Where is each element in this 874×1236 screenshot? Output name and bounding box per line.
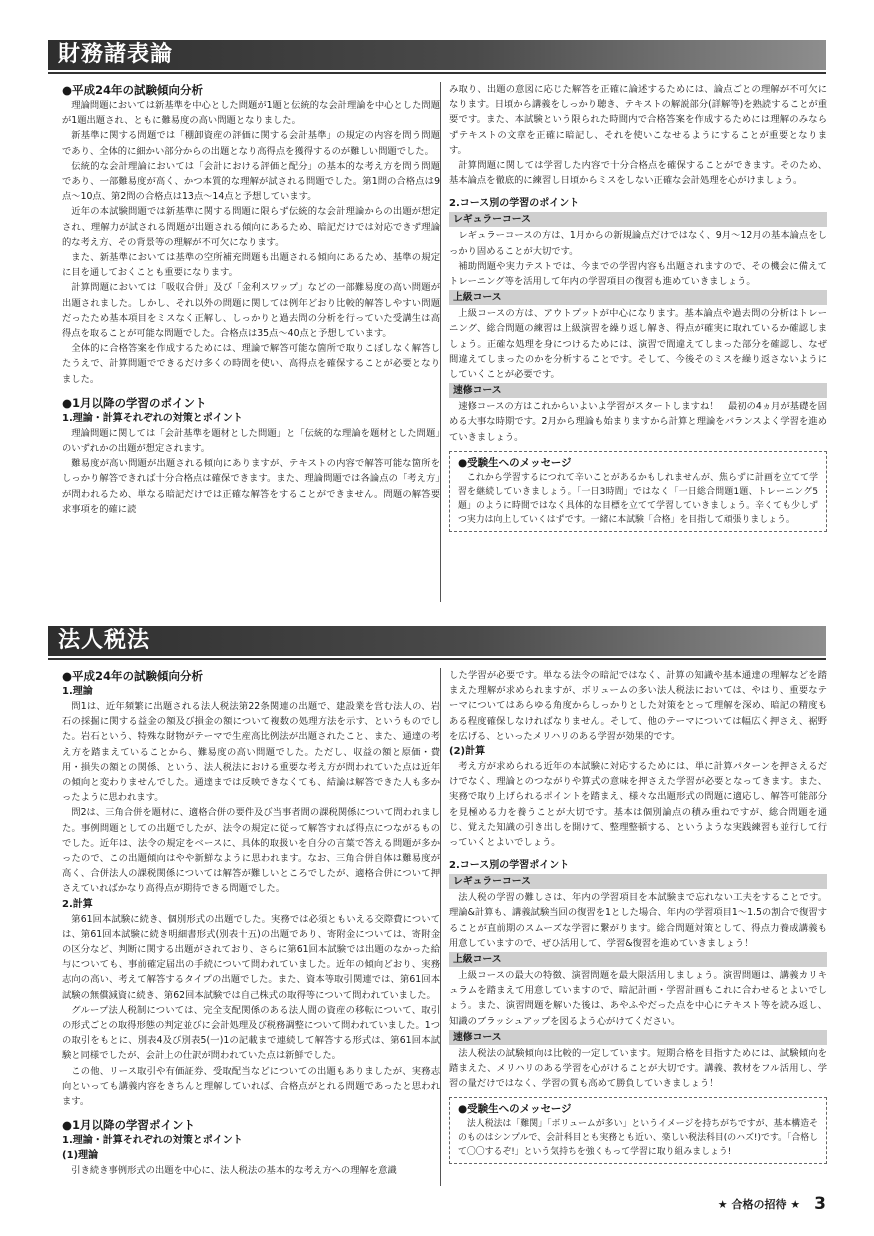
hojin-message-heading: ●受験生へのメッセージ [458,1103,572,1116]
zaimu-rapid-course-label: 速修コース [449,383,827,398]
hojin-theory-paragraph: 問1は、近年頻繁に出題される法人税法第22条関連の出題で、建設業を営む法人の、岩石の採掘に関する益金の額及び損金の額について複数の処理方法を示す、というものでした。岩石という、特殊な財物がテーマで生産高比例法が出題されたこと、また、通達の考え方を踏まえていることから、難易度の高い問題でした。ただし、収益の額と原価・費用・損失の額との関係、という、法人税法における重要な考え方が問われていた点は近年の傾向と変わりませんでした。通達までは反映できなくても、結論は解答できた人も多かったように思われます。 [62,701,440,804]
section-title-zaimu: 財務諸表論 [48,40,826,70]
zaimu-trend-paragraph: 伝統的な会計理論においては「会計における評価と配分」の基本的な考え方を問う問題であり、一部難易度が高く、かつ本質的な理解が試される問題でした。第1問の合格点は9点～10点、第2問の合格点は13点～14点と予想しています。 [62,160,440,203]
zaimu-trend-paragraph: また、新基準においては基準の空所補充問題も出題される傾向にあるため、基準の規定に目を通しておくことも重要になります。 [62,252,440,279]
zaimu-regular-paragraph: 補助問題や実力テストでは、今までの学習内容も出題されますので、その機会に備えてトレーニング等を活用して年内の学習項目の復習も進めていきましょう。 [449,260,827,288]
hojin-point-theory-text: 引き続き事例形式の出題を中心に、法人税法の基本的な考え方への理解を意識 [71,1165,397,1177]
zaimu-right-column [449,82,827,602]
zaimu-trend-heading: ●平成24年の試験傾向分析 [62,83,204,97]
hojin-advanced-course-label: 上級コース [449,952,827,967]
hojin-point-calc-label: (2)計算 [449,746,486,758]
hojin-point-theory-label: (1)理論 [62,1150,99,1162]
hojin-theory-paragraph: 問2は、三角合併を題材に、適格合併の要件及び当事者間の課税関係について問われました。事例問題としての出題でしたが、法令の規定に従って解答すれば得点につながるものでした。近年は、法令の規定をベースに、具体的取扱いを自分の言葉で答える問題が多かったので、この出題傾向はやや新鮮なように思われます。なお、三角合併自体は難易度が高く、合併法人の課税関係については解答が難しいところでしたが、適格合併について押さえていればかなり高得点が期待できる問題でした。 [62,807,440,895]
hojin-left-column [62,668,440,1186]
zaimu-message-heading: ●受験生へのメッセージ [458,456,572,469]
zaimu-right-paragraph: 計算問題に関しては学習した内容で十分合格点を確保することができます。そのため、基本論点を徹底的に練習し日頃からミスをしない正確な会計処理を心がけましょう。 [449,160,827,187]
zaimu-point-paragraph: 難易度が高い問題が出題される傾向にありますが、テキストの内容で解答可能な箇所をしっかり解答できれば十分合格点は確保できます。また、理論問題では各論点の「考え方」が問われるため、単なる暗記だけでは正確な解答をすることができません。問題の解答要求事項を的確に読 [62,458,440,515]
hojin-calc-paragraph: この他、リース取引や有価証券、受取配当などについての出題もありましたが、実務志向といっても講義内容をきちんと理解していれば、合格点がとれる問題であったと思われます。 [62,1065,440,1108]
zaimu-left-column [62,82,440,602]
hojin-course-heading: 2.コース別の学習ポイント [449,860,570,872]
footer-brand: ★ 合格の招待 ★ [717,1198,801,1211]
hojin-point-heading: ●1月以降の学習ポイント [62,1118,196,1133]
zaimu-message-text: これから学習するにつれて辛いことがあるかもしれませんが、焦らずに計画を立てて学習を継続していきましょう。「一日3時間」ではなく「一日総合問題1題、トレーニング5題」のように時間ではなく具体的な目標を立てて学習していきましょう。辛くても少しずつ実力は向上していくはずです。一緒に本試験「合格」を目指して頑張りましょう。 [458,472,818,525]
hojin-right-column [449,668,827,1186]
hojin-calc-paragraph: 第61回本試験に続き、個別形式の出題でした。実務では必須ともいえる交際費については、第61回本試験に続き明細書形式(別表十五)の出題であり、寄附金については、寄附金の区分など、判断に関する出題がされており、さらに第61回本試験では出題のなかった給与についても、事前確定届出の手続について問われていました。近年の傾向どおり、実務志向の高い、考えて解答するタイプの出題でした。また、資本等取引関連では、第61回本試験の無償減資に続き、第62回本試験では自己株式の取得等について問われていました。 [62,913,440,1001]
zaimu-right-paragraph: み取り、出題の意図に応じた解答を正確に論述するためには、論点ごとの理解が不可欠になります。日頃から講義をしっかり聴き、テキストの解説部分(詳解等)を熟読することが重要です。また、本試験という限られた時間内で合格答案を作成するためには理解のみならずテキストの文章を正確に暗記し、それを使いこなせるようにすることが重要となります。 [449,84,827,156]
hojin-message-text: 法人税法は「難関」「ボリュームが多い」というイメージを持ちがちですが、基本構造そのものはシンプルで、会計科目とも実務とも近い、楽しい税法科目(のハズ!)です。「合格して〇〇するぞ!」という気持ちを強くもって学習に取り組みましょう! [458,1119,818,1158]
zaimu-point-paragraph: 理論問題に関しては「会計基準を題材とした問題」と「伝統的な理論を題材とした問題」のいずれかの出題が想定されます。 [62,427,440,455]
zaimu-trend-paragraph: 計算問題においては「吸収合併」及び「金利スワップ」などの一部難易度の高い問題が出題されました。しかし、それ以外の問題に関しては例年どおり比較的解答しやすい問題だったため基本項目をミスなく正解し、しっかりと過去問の分析を行っていた受講生は高得点を取ることが可能な問題でした。合格点は35点～40点と予想しています。 [62,282,440,340]
zaimu-trend-paragraph: 新基準に関する問題では「棚卸資産の評価に関する会計基準」の規定の内容を問う問題であり、全体的に細かい部分からの出題となり高得点を獲得するのが難しい問題でした。 [62,130,440,157]
zaimu-trend-paragraph: 理論問題においては新基準を中心とした問題が1題と伝統的な会計理論を中心とした問題が1題出題され、ともに難易度の高い問題となりました。 [62,100,440,127]
zaimu-course-heading: 2.コース別の学習のポイント [449,198,580,210]
page-footer [718,1194,826,1214]
hojin-rapid-course-label: 速修コース [449,1030,827,1045]
zaimu-trend-paragraph: 全体的に合格答案を作成するためには、理論で解答可能な箇所で取りこぼしなく解答したうえで、計算問題でできるだけ多くの時間を使い、高得点を確保することが必要となりました。 [62,343,440,385]
zaimu-advanced-course-label: 上級コース [449,290,827,305]
hojin-point-subheading: 1.理論・計算それぞれの対策とポイント [62,1135,243,1147]
hojin-right-paragraph: した学習が必要です。単なる法令の暗記ではなく、計算の知識や基本通達の理解などを踏まえた理解が求められますが、ボリュームの多い法人税法においては、やはり、重要なテーマについてはあらゆる角度からしっかりとした対策をとって理解を深め、暗記の精度もある程度確保しなければなりません。そして、他のテーマについては幅広く押さえ、裾野を広げる、といったメリハリのある学習が効果的です。 [449,670,827,742]
zaimu-point-subheading: 1.理論・計算それぞれの対策とポイント [62,412,243,424]
zaimu-point-heading: ●1月以降の学習のポイント [62,395,207,410]
hojin-trend-heading: ●平成24年の試験傾向分析 [62,669,204,683]
column-divider [440,668,441,1186]
hojin-calc-paragraph: グループ法人税制については、完全支配関係のある法人間の資産の移転について、取引の形式ごとの取得形態の判定並びに会計処理及び税務調整について問われていました。1つの取引をもとに、別表4及び別表5(一)1の記載まで連続して解答する形式は、第61回本試験と同様でしたが、会計上の仕訳が問われていた点は新鮮でした。 [62,1004,440,1062]
section-title-hojin: 法人税法 [48,626,826,656]
zaimu-message-box [449,451,827,532]
hojin-regular-text: 法人税の学習の難しさは、年内の学習項目を本試験まで忘れない工夫をすることです。理論&計算も、講義試験当回の復習を1とした場合、年内の学習項目1～1.5の割合で復習することが直前期のスムーズな学習に繋がります。総合問題対策として、得点力養成講義も用意していますので、ぜひ活用して、学習&復習を進めていきましょう！ [449,892,827,949]
hojin-theory-subheading: 1.理論 [62,686,93,697]
hojin-regular-course-label: レギュラーコース [449,874,827,889]
hojin-point-calc-text: 考え方が求められる近年の本試験に対応するためには、単に計算パターンを押さえるだけでなく、理論とのつながりや算式の意味を押さえた学習が必要となってきます。また、実務で取り上げられるポイントを踏まえ、様々な出題形式の問題に適応し、解答可能部分を見極める力を養うことが大切です。基本は個別論点の積み重ねですが、総合問題を通じ、覚えた知識の引き出しを開けて、整理整頓する、というような実践練習も並行して行っていくとよいでしょう。 [449,761,827,849]
column-divider [440,82,441,602]
zaimu-advanced-paragraph: 上級コースの方は、アウトプットが中心になります。基本論点や過去問の分析はトレーニング、総合問題の練習は上級演習を繰り返し解き、得点が確実に取れているか確認しましょう。正確な処理を身につけるためには、演習で間違えてしまった部分を確認し、なぜ間違えてしまったのかを分析することです。そして、今後そのミスを繰り返さないようにしていくことが必要です。 [449,308,827,381]
hojin-rapid-text: 法人税法の試験傾向は比較的一定しています。短期合格を目指すためには、試験傾向を踏まえた、メリハリのある学習を心がけることが大切です。講義、教材をフル活用し、学習の量だけではなく、学習の質も高めて勝負していきましょう！ [449,1047,827,1090]
hojin-message-box [449,1097,827,1164]
zaimu-rapid-paragraph: 速修コースの方はこれからいよいよ学習がスタートしますね！ 最初の4ヵ月が基礎を固める大事な時期です。2月から理論も始まりますから計算と理論をバランスよく学習を進めていきましょう。 [449,401,827,443]
zaimu-regular-course-label: レギュラーコース [449,212,827,227]
page-number: 3 [814,1194,826,1214]
hojin-advanced-text: 上級コースの最大の特徴、演習問題を最大限活用しましょう。演習問題は、講義カリキュラムを踏まえて用意していますので、暗記計画・学習計画もこれに合わせるとよいでしょう。また、演習問題を解いた後は、あやふやだった点を中心にテキスト等を読み返し、知識のブラッシュアップを図るよう心がけてください。 [449,970,827,1027]
zaimu-trend-paragraph: 近年の本試験問題では新基準に関する問題に限らず伝統的な会計理論からの出題が想定され、理解力が試される問題が出題される傾向にあるため、暗記だけでは対応できず理論的な考え方、その背景等の理解が不可欠になります。 [62,206,440,248]
hojin-calc-subheading: 2.計算 [62,898,93,910]
zaimu-regular-paragraph: レギュラーコースの方は、1月からの新規論点だけではなく、9月～12月の基本論点をしっかり固めることが大切です。 [449,230,827,257]
